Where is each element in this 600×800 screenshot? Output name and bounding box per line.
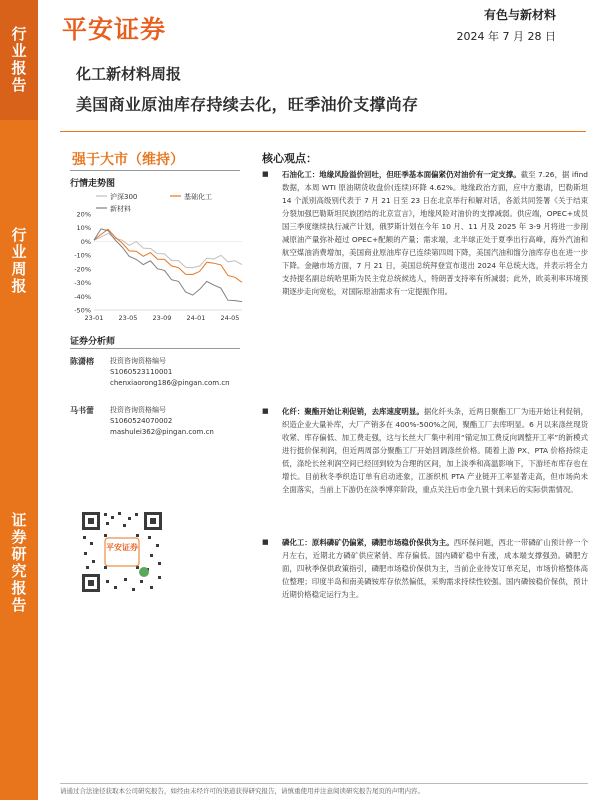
analyst-cert-label: 投资咨询资格编号: [110, 357, 166, 365]
analyst-name: 马书蕾: [70, 406, 94, 415]
analyst-cert-number: S1060523110001: [110, 368, 173, 376]
key-point-phosphorus: [262, 536, 588, 601]
sidebar-report-subtype: 行业周报: [9, 226, 28, 295]
analyst-section-title: 证券分析师: [70, 337, 116, 347]
key-point-body: 据化纤头条，近两日聚酯工厂为违开始让利促销，织造企业大量补库，大厂产销多在 400%-500%之间，聚酯工厂去库明显。6 月以来涤丝现货收紧、库存偏低、加工费走强，这与长丝大厂集中利用“锚定加工费反向调整开工率”的新模式进行挺价保利润，但近两周部分聚酯工厂开始回调涤丝价格。随着上游 PX、PTA 价格持续走低，涤纶长丝利润空间已经回到较为合理的区间，加上淡季和高温影响下，下游坯布库存也在增长。目前秋冬季织造订单有启动迹象，江浙织机 PTA 产业链开工率显著走高，但市场尚未全面落实，当前上下游仍在淡季博弈阶段，重点关注后市金九银十到来后的实际供需情况。: [282, 407, 588, 494]
sidebar-report-type: 行业报告: [0, 0, 38, 120]
legend-label: 基础化工: [184, 193, 212, 201]
bullet-icon: ■: [262, 407, 269, 415]
analyst-divider: [70, 348, 240, 349]
market-trend-chart: [66, 190, 246, 330]
y-tick-label: -20%: [74, 265, 91, 274]
y-tick-label: -50%: [74, 306, 91, 315]
industry-label: 有色与新材料: [483, 8, 556, 22]
bullet-icon: ■: [262, 538, 269, 546]
key-point-chemical-fiber: [262, 405, 588, 496]
bullet-icon: ■: [262, 170, 269, 178]
x-tick-label: 24-05: [220, 314, 240, 322]
core-views-title: 核心观点：: [262, 152, 317, 165]
key-point-lead: 磷化工：原料磷矿仍偏紧，磷肥市场稳价保供为主。: [282, 538, 454, 547]
key-point-body: 截至 7.26，据 ifind 数据，本周 WTI 原油期货收盘价(连续)环降 4.62%。地缘政治方面，应中方邀请，巴勒斯坦 14 个派别高级别代表于 7 月 21 日至 23 日在北京举行和解对话，各派共同签署《关于结束分裂加强巴勒斯坦民族团结的北京宣言》，地缘风险对油价的支撑减弱。供应端，OPEC+成员国三季度继续执行减产计划，俄罗斯计划在今年 10 月、11 月及 2025 年 3-9 月将进一步削减原油产量弥补超过 OPEC+配额的产量；需求端，北半球正处于夏季出行高峰，海外汽油和航空煤油消费增加，美国商业原油库存已连续第四周下降，美国汽油和馏分油库存也在进一步下降。金融市场方面，7 月 21 日，美国总统拜登宣布退出 2024 年总统大选，并表示将全力支持提名副总统哈里斯为民主党总统候选人，特朗普支持率有所减弱；此外，欧美利率环境预期逐步走向宽松，对国际原油需求有一定提振作用。: [282, 170, 588, 296]
analyst-cert-label: 投资咨询资格编号: [110, 406, 166, 414]
series-line-新材料: [94, 229, 242, 302]
page-title: 美国商业原油库存持续去化，旺季油价支撑尚存: [76, 95, 419, 114]
footer-divider: [60, 783, 588, 784]
x-tick-label: 23-01: [84, 314, 104, 322]
analyst-cert-number: S1060524070002: [110, 417, 173, 425]
report-date: 2024 年 7 月 28 日: [456, 30, 556, 43]
key-point-petrochemical: [262, 168, 588, 298]
y-tick-label: 10%: [76, 224, 91, 233]
sidebar: [0, 0, 38, 800]
qr-logo-text: 平安证券: [106, 543, 138, 552]
analyst-name: 陈潇榕: [70, 357, 94, 366]
company-logo: 平安证券: [62, 15, 167, 44]
analyst-email: chenxiaorong186@pingan.com.cn: [110, 379, 230, 387]
legend-label: 新材料: [110, 205, 131, 213]
qr-code-icon[interactable]: [78, 508, 166, 596]
y-tick-label: -10%: [74, 251, 91, 260]
analyst-email: mashulei362@pingan.com.cn: [110, 428, 214, 436]
chart-title: 行情走势图: [70, 179, 116, 189]
y-tick-label: -40%: [74, 292, 91, 301]
header-divider: [60, 131, 586, 132]
report-series-title: 化工新材料周报: [76, 65, 182, 83]
key-point-body: 西环保问题，西北一带磷矿山预计停一个月左右，近期北方磷矿供应紧俏、库存偏低。国内磷矿稳中有涨，成本端支撑强劲。磷肥方面，四秋季保供政策指引，磷肥市场稳价保供为主，当前企业待发订单充足，市场价格整体高位整理；印度半岛和南美磷铵库存依然偏低，采购需求持续性较强。国内磷铵稳价保供，预计近期价格稳定运行为主。: [282, 538, 588, 599]
x-tick-label: 23-05: [118, 314, 138, 322]
rating-label: 强于大市（维持）: [72, 152, 184, 168]
y-tick-label: -30%: [74, 279, 91, 288]
sidebar-report-category: 证券研究报告: [9, 512, 28, 614]
key-point-lead: 化纤：聚酯开始让利促销，去库速度明显。: [282, 407, 424, 416]
rating-divider: [70, 170, 240, 171]
x-tick-label: 24-01: [186, 314, 206, 322]
legend-label: 沪深300: [110, 193, 138, 201]
y-tick-label: 0%: [80, 237, 91, 246]
key-point-lead: 石油化工：地缘风险溢价回吐，但旺季基本面偏紧仍对油价有一定支撑。: [282, 170, 521, 179]
footer-disclaimer: 请通过合法途径获取本公司研究报告，如经由未经许可的渠道获得研究报告，请慎重使用并注意阅读研究报告尾页的声明内容。: [60, 787, 424, 795]
y-tick-label: 20%: [76, 210, 91, 219]
x-tick-label: 23-09: [152, 314, 172, 322]
